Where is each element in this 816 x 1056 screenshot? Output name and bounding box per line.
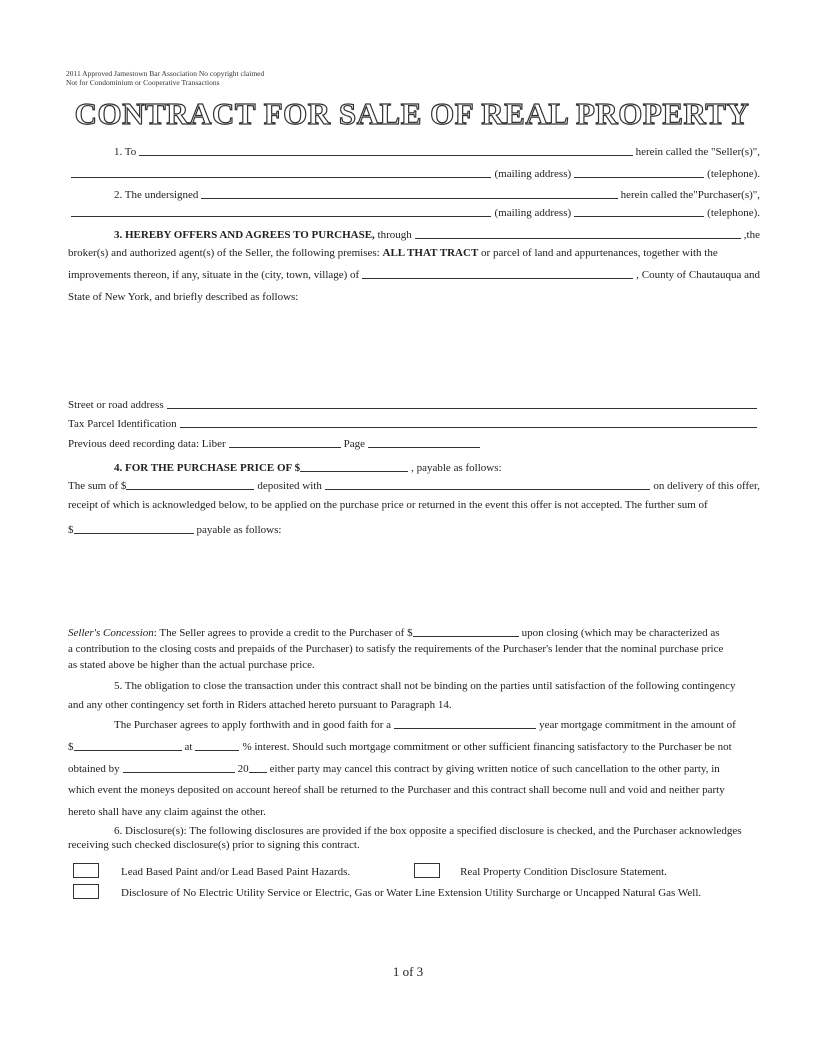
mortgage-term-field[interactable]: [394, 727, 536, 729]
label: 1. To: [114, 146, 137, 158]
seller-address-line: [68, 168, 760, 180]
label: and any other contingency set forth in Riders attached hereto pursuant to Paragraph 14.: [68, 699, 452, 711]
price-line: [68, 462, 760, 474]
label: $: [68, 741, 74, 753]
tax-parcel-field[interactable]: [180, 426, 757, 428]
label: at: [184, 741, 193, 753]
municipality-field[interactable]: [362, 277, 633, 279]
seller-address-field[interactable]: [71, 176, 491, 178]
label: 4. FOR THE PURCHASE PRICE OF $: [114, 462, 301, 474]
label: Disclosure of No Electric Utility Service or Electric, Gas or Water Line Extension Utility Surcharge or Uncapped Natural Gas Well.: [121, 887, 702, 899]
label: Tax Parcel Identification: [68, 418, 177, 430]
disclosure-row-2: [73, 884, 765, 899]
premises-line: [68, 247, 760, 259]
liber-field[interactable]: [229, 446, 341, 448]
mortgage-amount-line: [68, 741, 760, 753]
street-field[interactable]: [167, 407, 757, 409]
label: deposited with: [257, 480, 322, 492]
label: herein called the "Seller(s)",: [635, 146, 760, 158]
tax-line: [68, 418, 760, 430]
p5-line-7: [68, 806, 760, 818]
purchaser-address-field[interactable]: [71, 215, 491, 217]
deed-line: [68, 438, 760, 450]
year-field[interactable]: [249, 771, 267, 773]
label: on delivery of this offer,: [653, 480, 760, 492]
label: $: [68, 524, 74, 536]
label: Previous deed recording data: Liber: [68, 438, 226, 450]
label: State of New York, and briefly described as follows:: [68, 291, 299, 303]
label: ,the: [743, 229, 760, 241]
label: 3. HEREBY OFFERS AND AGREES TO PURCHASE,: [114, 229, 375, 241]
label: Lead Based Paint and/or Lead Based Paint Hazards.: [121, 866, 351, 878]
label: (telephone).: [707, 168, 760, 180]
label: (mailing address): [494, 207, 572, 219]
concession-line-2: [68, 643, 760, 655]
p5-line-6: [68, 784, 760, 796]
municipality-line: [68, 269, 760, 281]
receipt-line: [68, 499, 760, 511]
price-field[interactable]: [300, 470, 408, 472]
label: (mailing address): [494, 168, 572, 180]
label: receiving such checked disclosure(s) prior to signing this contract.: [68, 839, 360, 851]
label: improvements thereon, if any, situate in the (city, town, village) of: [68, 269, 360, 281]
deposit-line: [68, 480, 760, 492]
obtained-date-field[interactable]: [123, 771, 235, 773]
label: The Purchaser agrees to apply forthwith and in good faith for a: [114, 719, 392, 731]
page-number: 1 of 3: [392, 964, 424, 979]
label: payable as follows:: [196, 524, 282, 536]
label: year mortgage commitment in the amount of: [539, 719, 736, 731]
p5-line-1: [68, 680, 760, 692]
offer-line: [68, 229, 760, 241]
purchaser-name-field[interactable]: [201, 197, 617, 199]
label: herein called the"Purchaser(s)",: [620, 189, 760, 201]
concession-line: [68, 627, 760, 639]
label: 20: [237, 763, 249, 775]
header-approval: 2011 Approved Jamestown Bar Association No copyright claimed: [66, 69, 265, 78]
label: upon closing (which may be characterized as: [521, 627, 720, 639]
interest-field[interactable]: [195, 749, 239, 751]
purchaser-address-line: [68, 207, 760, 219]
seller-telephone-field[interactable]: [574, 176, 704, 178]
seller-line: [68, 146, 760, 158]
utility-disclosure-checkbox[interactable]: [73, 884, 99, 899]
deposit-amount-field[interactable]: [126, 488, 254, 490]
lead-paint-checkbox[interactable]: [73, 863, 99, 878]
page-field[interactable]: [368, 446, 480, 448]
label: , payable as follows:: [411, 462, 502, 474]
further-sum-line: [68, 524, 760, 536]
p6-line-2: [68, 839, 760, 851]
label: hereto shall have any claim against the other.: [68, 806, 266, 818]
label: Real Property Condition Disclosure Statement.: [460, 866, 667, 878]
p5-line-2: [68, 699, 760, 711]
label: 2. The undersigned: [114, 189, 199, 201]
mortgage-line: [68, 719, 760, 731]
label: : The Seller agrees to provide a credit to the Purchaser of $: [153, 627, 413, 639]
property-condition-checkbox[interactable]: [414, 863, 440, 878]
purchaser-telephone-field[interactable]: [574, 215, 704, 217]
seller-name-field[interactable]: [139, 154, 632, 156]
label: 6. Disclosure(s): The following disclosures are provided if the box opposite a specified disclosure is checked, and the Purchaser acknowledges: [114, 825, 742, 837]
p6-line-1: [68, 825, 760, 837]
concession-field[interactable]: [413, 635, 519, 637]
label: , County of Chautauqua and: [636, 269, 760, 281]
label: % interest. Should such mortgage commitment or other sufficient financing satisfactory to the Purchaser be not: [242, 741, 732, 753]
header-note: Not for Condominium or Cooperative Transactions: [66, 78, 220, 87]
label: or parcel of land and appurtenances, together with the: [481, 247, 718, 259]
disclosure-row-1: [73, 863, 765, 878]
label: The sum of $: [68, 480, 127, 492]
label: as stated above be higher than the actual purchase price.: [68, 659, 315, 671]
broker-field[interactable]: [415, 237, 741, 239]
label: obtained by: [68, 763, 120, 775]
label: which event the moneys deposited on account hereof shall be returned to the Purchaser and this contract shall become null and void and neither party: [68, 784, 725, 796]
label: through: [377, 229, 412, 241]
label: 5. The obligation to close the transaction under this contract shall not be binding on the parties until satisfaction of the following contingency: [114, 680, 736, 692]
label: Seller's Concession: [68, 627, 154, 639]
label: receipt of which is acknowledged below, to be applied on the purchase price or returned in the event this offer is not accepted. The further sum of: [68, 499, 708, 511]
label: broker(s) and authorized agent(s) of the Seller, the following premises:: [68, 247, 380, 259]
label: ALL THAT TRACT: [382, 247, 479, 259]
mortgage-amount-field[interactable]: [74, 749, 182, 751]
deposit-holder-field[interactable]: [325, 488, 651, 490]
label: Street or road address: [68, 399, 164, 411]
purchaser-line: [68, 189, 760, 201]
label: a contribution to the closing costs and prepaids of the Purchaser) to satisfy the requirements of the Purchaser's lender that the nominal purchase price: [68, 643, 724, 655]
obtained-line: [68, 763, 760, 775]
label: either party may cancel this contract by giving written notice of such cancellation to the other party, in: [269, 763, 720, 775]
label: Page: [343, 438, 365, 450]
further-sum-field[interactable]: [74, 532, 194, 534]
label: (telephone).: [707, 207, 760, 219]
street-line: [68, 399, 760, 411]
document-title: CONTRACT FOR SALE OF REAL PROPERTY: [74, 96, 750, 131]
concession-line-3: [68, 659, 760, 671]
description-intro: [68, 291, 760, 303]
